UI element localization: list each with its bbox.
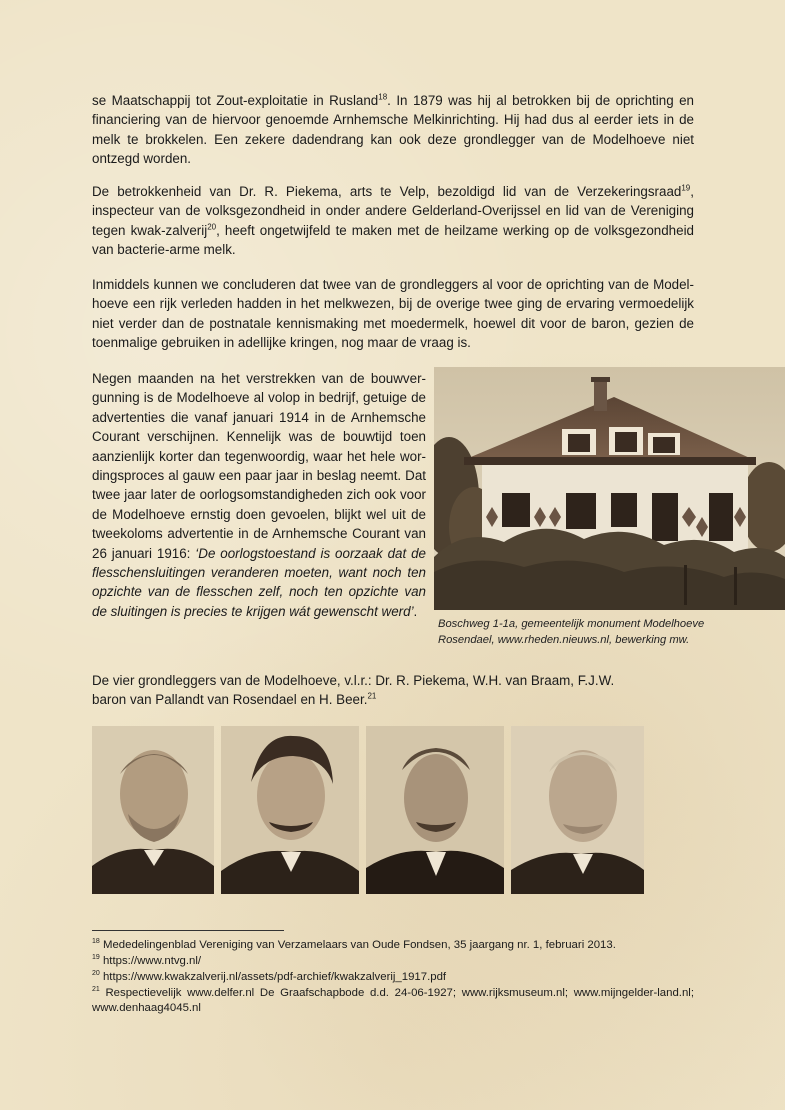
paragraph-5: De vier grondleggers van de Modelhoeve, v.l.r.: Dr. R. Piekema, W.H. van Braam, F.J.W. baron van Pallandt van Rosendael en H. Beer.$^{21}$ [92,673,615,708]
portrait-van-pallandt [366,726,504,894]
footnote-ref-21[interactable]: 21 [367,691,377,701]
footnote-18: $^{18}$ Mededelingenblad Vereniging van Verzamelaars van Oude Fondsen, 35 jaargang nr. 1, februari 2013. [92,938,616,951]
photo-caption: Boschweg 1-1a, gemeentelijk monument Modelhoeve Rosendael, www.rheden.nieuws.nl, bewerking mw. [438,618,705,646]
footnote-ref-19[interactable]: 19 [681,183,691,193]
paragraph-3: Inmiddels kunnen we concluderen dat twee van de grondleggers al voor de oprichting van de Model-hoeve een rijk verleden hadden in het melkwezen, bij de overige twee ging de ervaring vermoedelijk niet verder dan de postnatale kennismaking met moedermelk, hoewel dit voor de baron, gezien de toenmalige gebruiken in adellijke kringen, nog maar de vraag is. [92,277,694,351]
footnote-19: $^{19}$ https://www.ntvg.nl/ [92,954,202,967]
portrait-piekema [92,726,214,894]
house-illustration [434,367,785,610]
portrait-beer [511,726,644,894]
portrait-2-image [221,726,359,894]
paragraph-4: Negen maanden na het verstrekken van de bouwver-gunning is de Modelhoeve al volop in bedrijf, getuige de advertenties die vanaf januari 1914 in de Arnhemsche Courant verschijnen. Kennelijk was de bouwtijd toen aanzienlijk korter dan tegenwoordig, waar het hele wor-dingsproces al gauw een paar jaar in beslag neemt. Dat twee jaar later de oorlogsomstandigheden zich ook voor de Modelhoeve ernstig doen gevoelen, blijkt wel uit de tweekoloms advertentie in de Arnhemsche Courant van 26 januari 1916: ‘De oorlogstoestand is oorzaak dat de flesschensluitingen veranderen moeten, want noch ten opzichte van de flesschen zelf, noch ten opzichte van de sluitingen is precies te krijgen wát gewenscht werd’. [92,371,426,619]
footnote-ref-18[interactable]: 18 [378,92,388,102]
paragraph-2: De betrokkenheid van Dr. R. Piekema, arts te Velp, bezoldigd lid van de Verzekeringsraad$^{19}$, inspecteur van de volksgezondheid in onder andere Gelderland-Overijssel en lid van de Vereniging tegen kwak-zalverij$^{20}$, heeft ongetwijfeld te maken met de heilzame werking op de volksgezondheid van bacterie-arme melk. [92,183,694,258]
footnote-21: $^{21}$ Respectievelijk www.delfer.nl De Graafschapbode d.d. 24-06-1927; www.rijksmuseum.nl; www.mijngelder-land.nl; www.denhaag4045.nl [92,986,694,1015]
footnote-separator [92,930,284,931]
portrait-4-image [511,726,644,894]
portrait-van-braam [221,726,359,894]
portrait-1-image [92,726,214,894]
paragraph-1: se Maatschappij tot Zout-exploitatie in Rusland$^{18}$. In 1879 was hij al betrokken bij de oprichting en financiering van de hiervoor genoemde Arnhemsche Melkinrichting. Hij had dus al eerder iets in de melk te brokkelen. Een zekere dadendrang kan ook deze grondlegger van de Modelhoeve niet ontzegd worden. [92,92,694,167]
advertisement-quote: ‘De oorlogstoestand is oorzaak dat de flesschensluitingen veranderen moeten, want noch ten opzichte van de flesschen zelf, noch ten opzichte van de sluitingen is precies te krijgen wát gewenscht werd’ [92,545,426,619]
footnote-ref-20[interactable]: 20 [207,222,217,232]
modelhoeve-photo [434,367,785,610]
portrait-3-image [366,726,504,894]
footnote-20-link[interactable]: https://www.kwakzalverij.nl/assets/pdf-archief/kwakzalverij_1917.pdf [99,971,447,983]
footnote-19-link[interactable]: https://www.ntvg.nl/ [99,955,202,967]
footnote-20: $^{20}$ https://www.kwakzalverij.nl/assets/pdf-archief/kwakzalverij_1917.pdf [92,970,447,983]
